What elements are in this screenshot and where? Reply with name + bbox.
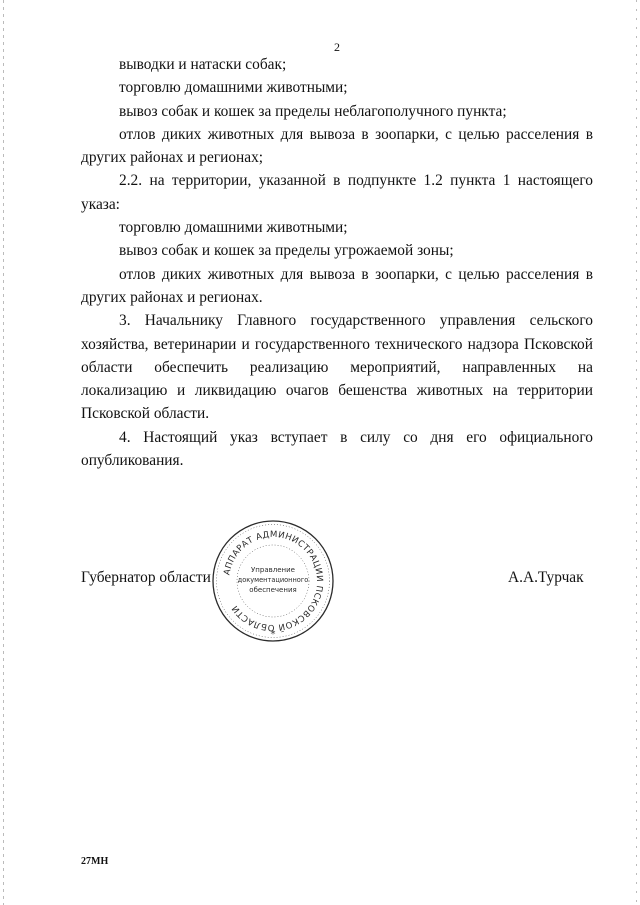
- paragraph: торговлю домашними животными;: [119, 79, 348, 97]
- seal-center-line-2: документационного: [237, 576, 309, 584]
- paragraph: отлов диких животных для вывоза в зоопарки, с целью расселения в других районах и регионах;: [81, 125, 593, 167]
- paragraph: вывоз собак и кошек за пределы угрожаемой зоны;: [119, 242, 454, 260]
- seal-center-line-3: обеспечения: [249, 586, 297, 594]
- paragraph: торговлю домашними животными;: [119, 219, 348, 237]
- scan-edge-left: [3, 0, 4, 905]
- paragraph: выводки и натаски собак;: [119, 56, 287, 73]
- seal-icon: [210, 518, 336, 644]
- document-body: [81, 53, 593, 472]
- seal-ring-text: АППАРАТ АДМИНИСТРАЦИИ ПСКОВСКОЙ ОБЛАСТИ: [222, 529, 325, 633]
- page-number: 2: [334, 40, 340, 54]
- signatory-name: А.А.Турчак: [508, 569, 584, 586]
- official-seal: [210, 518, 336, 644]
- signatory-position: Губернатор области: [81, 569, 211, 586]
- seal-star: *: [270, 629, 276, 640]
- paragraph: вывоз собак и кошек за пределы неблагополучного пункта;: [119, 102, 507, 120]
- seal-center-line-1: Управление: [251, 566, 295, 574]
- document-code: 27МН: [81, 856, 109, 867]
- paragraph: 3. Начальнику Главного государственного управления сельского хозяйства, ветеринарии и государственного технического надзора Псковской области обеспечить реализацию мероприятий, направленных на локализацию и ликвидацию очагов бешенства животных на территории Псковской области.: [81, 312, 593, 423]
- paragraph: 2.2. на территории, указанной в подпункте 1.2 пункта 1 настоящего указа:: [81, 172, 593, 213]
- paragraph: отлов диких животных для вывоза в зоопарки, с целью расселения в других районах и регионах.: [81, 265, 593, 306]
- paragraph: 4. Настоящий указ вступает в силу со дня его официального опубликования.: [81, 428, 593, 470]
- scan-edge-right: [636, 0, 637, 905]
